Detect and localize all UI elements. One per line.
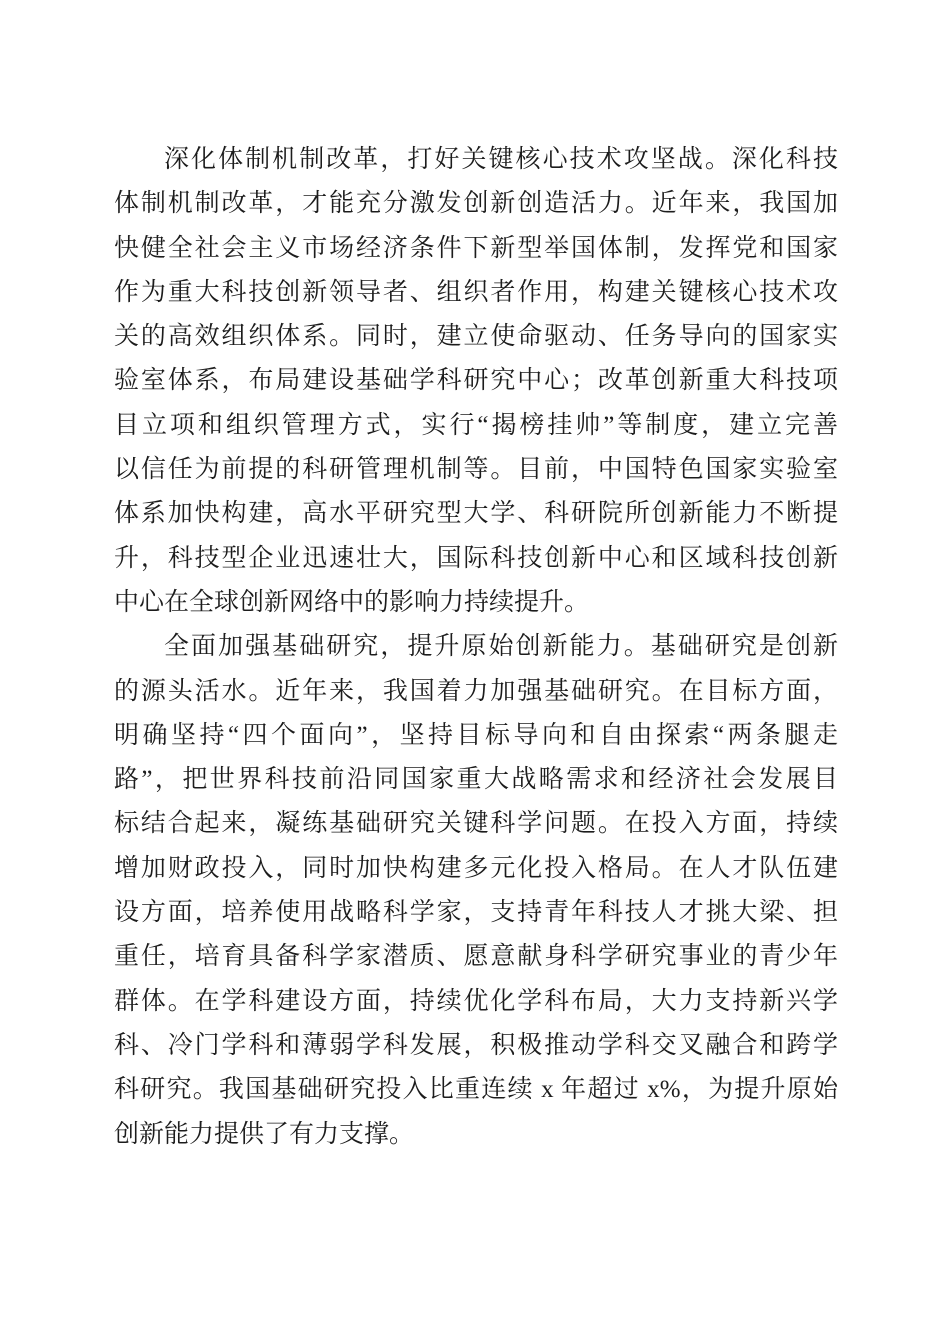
paragraph-2-line-12: 创新能力提供了有力支撑。 [114,1120,415,1148]
paragraph-2-line-11: 科研究。我国基础研究投入比重连续 x 年超过 x%，为提升原始 [114,1076,838,1104]
paragraph-1-line-4: 作为重大科技创新领导者、组织者作用，构建关键核心技术攻 [114,278,838,306]
paragraph-1-line-6: 验室体系，布局建设基础学科研究中心；改革创新重大科技项 [114,367,838,395]
paragraph-2-line-2: 的源头活水。近年来，我国着力加强基础研究。在目标方面， [114,677,838,705]
paragraph-1 [114,138,838,625]
paragraph-2-line-6: 增加财政投入，同时加快构建多元化投入格局。在人才队伍建 [114,854,838,882]
paragraph-1-line-1: 深化体制机制改革，打好关键核心技术攻坚战。深化科技 [164,146,838,173]
paragraph-2-line-9: 群体。在学科建设方面，持续优化学科布局，大力支持新兴学 [114,987,838,1015]
paragraph-1-line-10: 升，科技型企业迅速壮大，国际科技创新中心和区域科技创新 [114,544,838,572]
paragraph-1-line-3: 快健全社会主义市场经济条件下新型举国体制，发挥党和国家 [114,234,838,262]
paragraph-2-line-3: 明确坚持“四个面向”，坚持目标导向和自由探索“两条腿走 [114,721,838,749]
paragraph-2-line-4: 路”，把世界科技前沿同国家重大战略需求和经济社会发展目 [114,766,838,794]
paragraph-2-line-10: 科、冷门学科和薄弱学科发展，积极推动学科交叉融合和跨学 [114,1031,838,1059]
paragraph-2 [114,625,838,1157]
document-text-block [114,138,838,1157]
paragraph-2-line-8: 重任，培育具备科学家潜质、愿意献身科学研究事业的青少年 [114,943,838,971]
paragraph-2-line-7: 设方面，培养使用战略科学家，支持青年科技人才挑大梁、担 [114,899,838,927]
paragraph-2-line-5: 标结合起来，凝练基础研究关键科学问题。在投入方面，持续 [114,810,838,838]
paragraph-1-line-7: 目立项和组织管理方式，实行“揭榜挂帅”等制度，建立完善 [114,411,838,439]
paragraph-1-line-5: 关的高效组织体系。同时，建立使命驱动、任务导向的国家实 [114,323,838,351]
paragraph-1-line-11: 中心在全球创新网络中的影响力持续提升。 [114,588,590,616]
paragraph-1-line-8: 以信任为前提的科研管理机制等。目前，中国特色国家实验室 [114,456,838,484]
paragraph-2-line-1: 全面加强基础研究，提升原始创新能力。基础研究是创新 [164,633,838,661]
paragraph-1-line-2: 体制机制改革，才能充分激发创新创造活力。近年来，我国加 [114,190,838,218]
paragraph-1-line-9: 体系加快构建，高水平研究型大学、科研院所创新能力不断提 [114,500,838,528]
